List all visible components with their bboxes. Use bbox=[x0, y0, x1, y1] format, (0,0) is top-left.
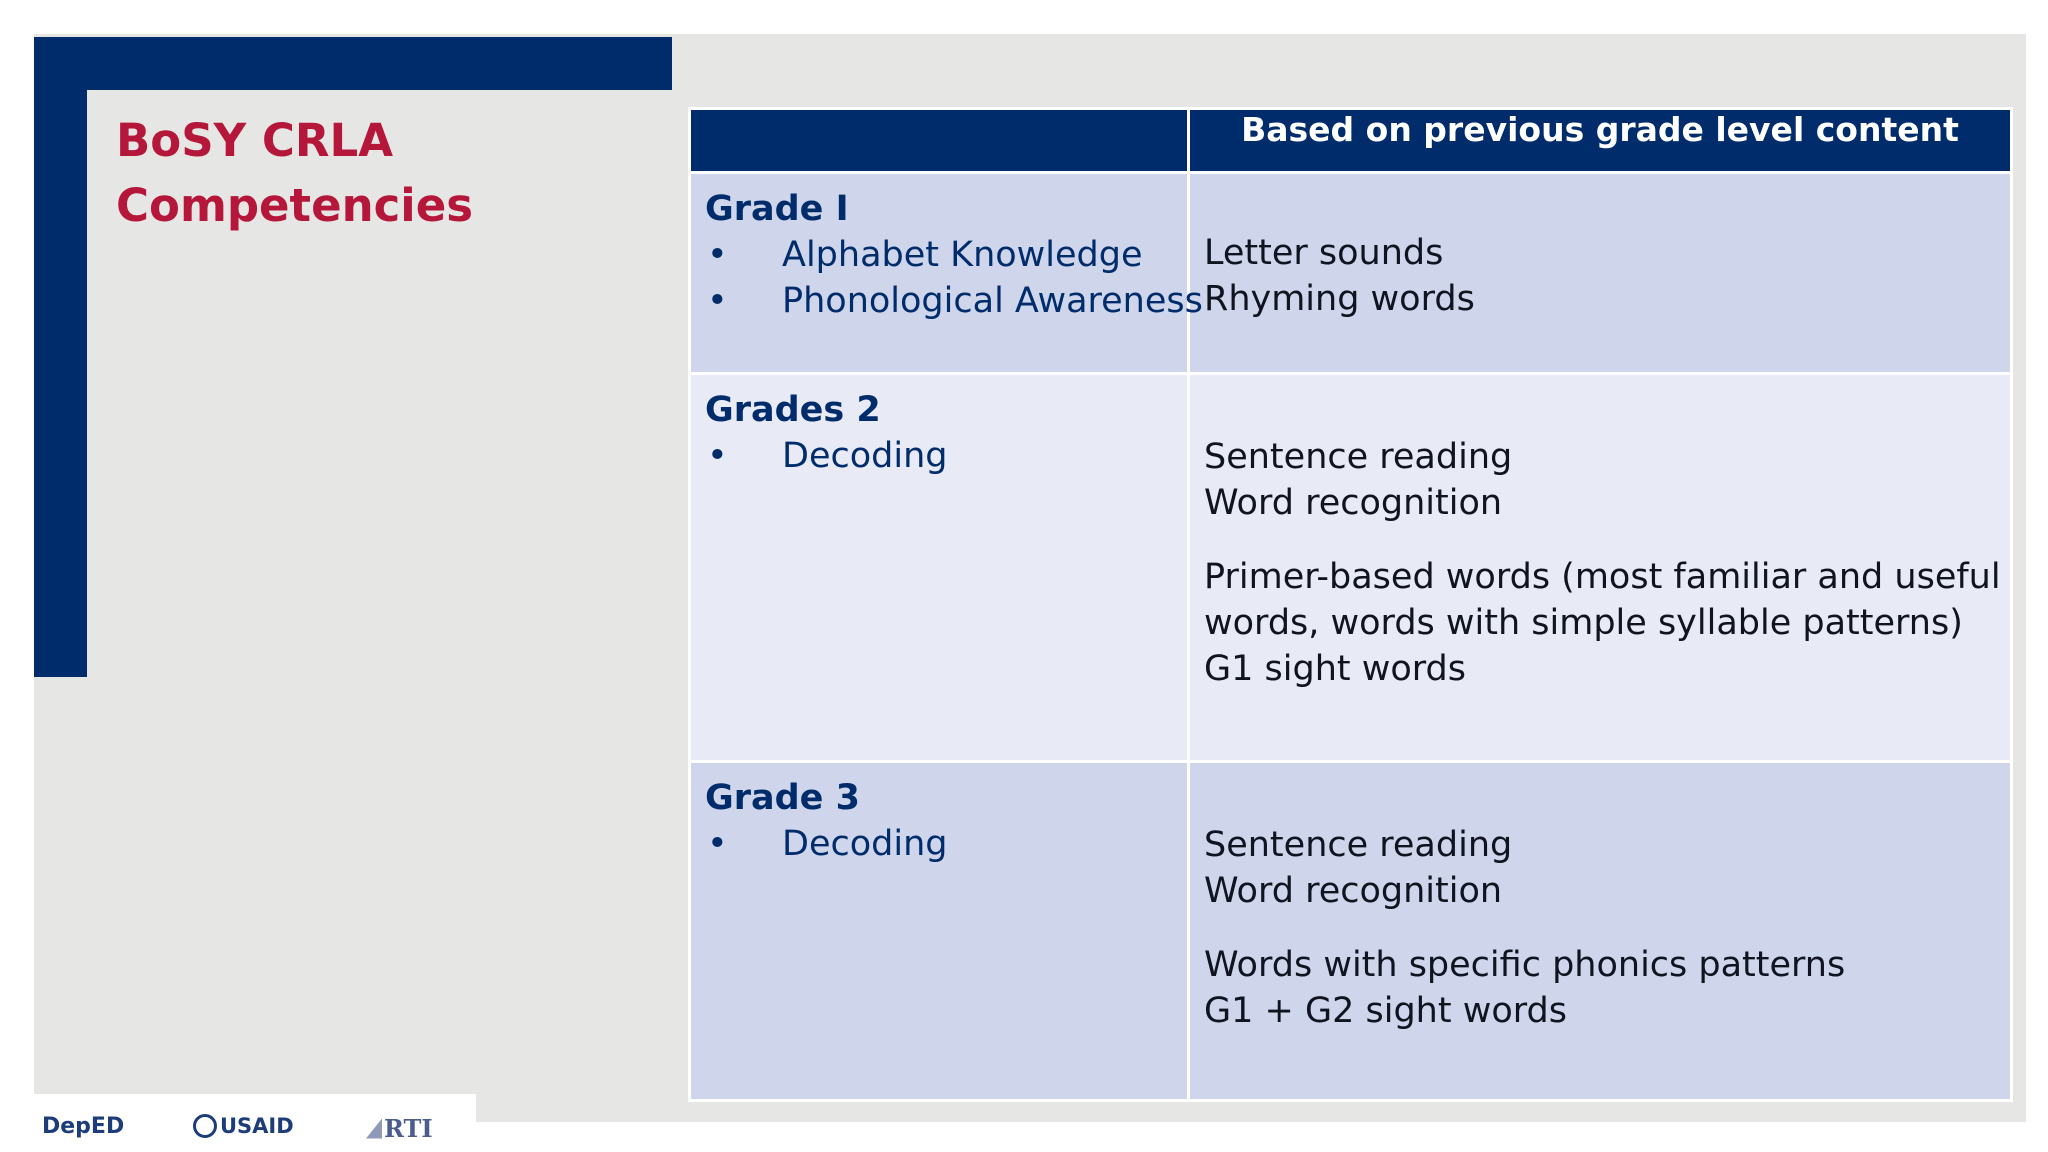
header-cell-grade bbox=[690, 109, 1189, 173]
content-cell bbox=[1189, 173, 2012, 374]
slide-title bbox=[116, 108, 556, 238]
content-line: Words with specific phonics patterns bbox=[1204, 945, 1846, 985]
accent-bar-left bbox=[34, 37, 87, 677]
content-line: Sentence reading bbox=[1204, 437, 1513, 477]
competency-list bbox=[705, 821, 1173, 867]
grade-heading: Grade I bbox=[705, 189, 849, 229]
content-line: words, words with simple syllable patterns) bbox=[1204, 603, 1963, 643]
deped-logo-text: DepED bbox=[42, 1114, 125, 1139]
content-line: Word recognition bbox=[1204, 871, 1503, 911]
table-header-row bbox=[690, 109, 2012, 173]
competency-label: Decoding bbox=[782, 436, 948, 476]
usaid-logo-text: USAID bbox=[220, 1114, 294, 1138]
bullet-icon: • bbox=[707, 824, 728, 864]
rti-mark-icon bbox=[366, 1119, 382, 1139]
competency-label: Decoding bbox=[782, 824, 948, 864]
competency-list bbox=[705, 433, 1173, 479]
table-row-grade-3 bbox=[690, 762, 2012, 1101]
content-spacer bbox=[1204, 914, 1996, 942]
grade-cell bbox=[690, 762, 1189, 1101]
competency-item bbox=[705, 821, 1173, 867]
competency-item bbox=[705, 433, 1173, 479]
content-cell bbox=[1189, 762, 2012, 1101]
grade-cell bbox=[690, 173, 1203, 374]
content-line: Sentence reading bbox=[1204, 825, 1513, 865]
bullet-icon: • bbox=[707, 436, 728, 476]
competency-list bbox=[705, 232, 1203, 324]
content-line: G1 + G2 sight words bbox=[1204, 991, 1567, 1031]
content-cell bbox=[1189, 374, 2012, 762]
competency-item bbox=[705, 278, 1203, 324]
competency-label: Alphabet Knowledge bbox=[782, 235, 1143, 275]
grade-heading: Grade 3 bbox=[705, 778, 860, 818]
bullet-icon: • bbox=[707, 281, 728, 321]
content-line: Letter sounds bbox=[1204, 233, 1444, 273]
table-row-grade-2 bbox=[690, 374, 2012, 762]
deped-logo bbox=[42, 1114, 124, 1139]
slide-title-line-1: BoSY CRLA bbox=[116, 114, 394, 167]
competency-table bbox=[688, 107, 2013, 1102]
content-line: Primer-based words (most familiar and useful bbox=[1204, 557, 2001, 597]
competency-item bbox=[705, 232, 1173, 278]
usaid-seal-icon bbox=[193, 1114, 217, 1138]
grade-heading: Grades 2 bbox=[705, 390, 881, 430]
slide-title-line-2: Competencies bbox=[116, 179, 474, 232]
content-line: Rhyming words bbox=[1204, 279, 1475, 319]
grade-cell bbox=[690, 374, 1189, 762]
content-line: Word recognition bbox=[1204, 483, 1503, 523]
table-row-grade-1 bbox=[690, 173, 2012, 374]
bullet-icon: • bbox=[707, 235, 728, 275]
competency-label: Phonological Awareness bbox=[782, 281, 1203, 321]
header-cell-content: Based on previous grade level content bbox=[1189, 109, 2012, 173]
usaid-logo bbox=[193, 1114, 294, 1138]
accent-bar-top bbox=[34, 37, 672, 90]
content-line: G1 sight words bbox=[1204, 649, 1466, 689]
rti-logo bbox=[366, 1114, 433, 1143]
rti-logo-text: RTI bbox=[384, 1114, 433, 1143]
content-spacer bbox=[1204, 526, 1996, 554]
